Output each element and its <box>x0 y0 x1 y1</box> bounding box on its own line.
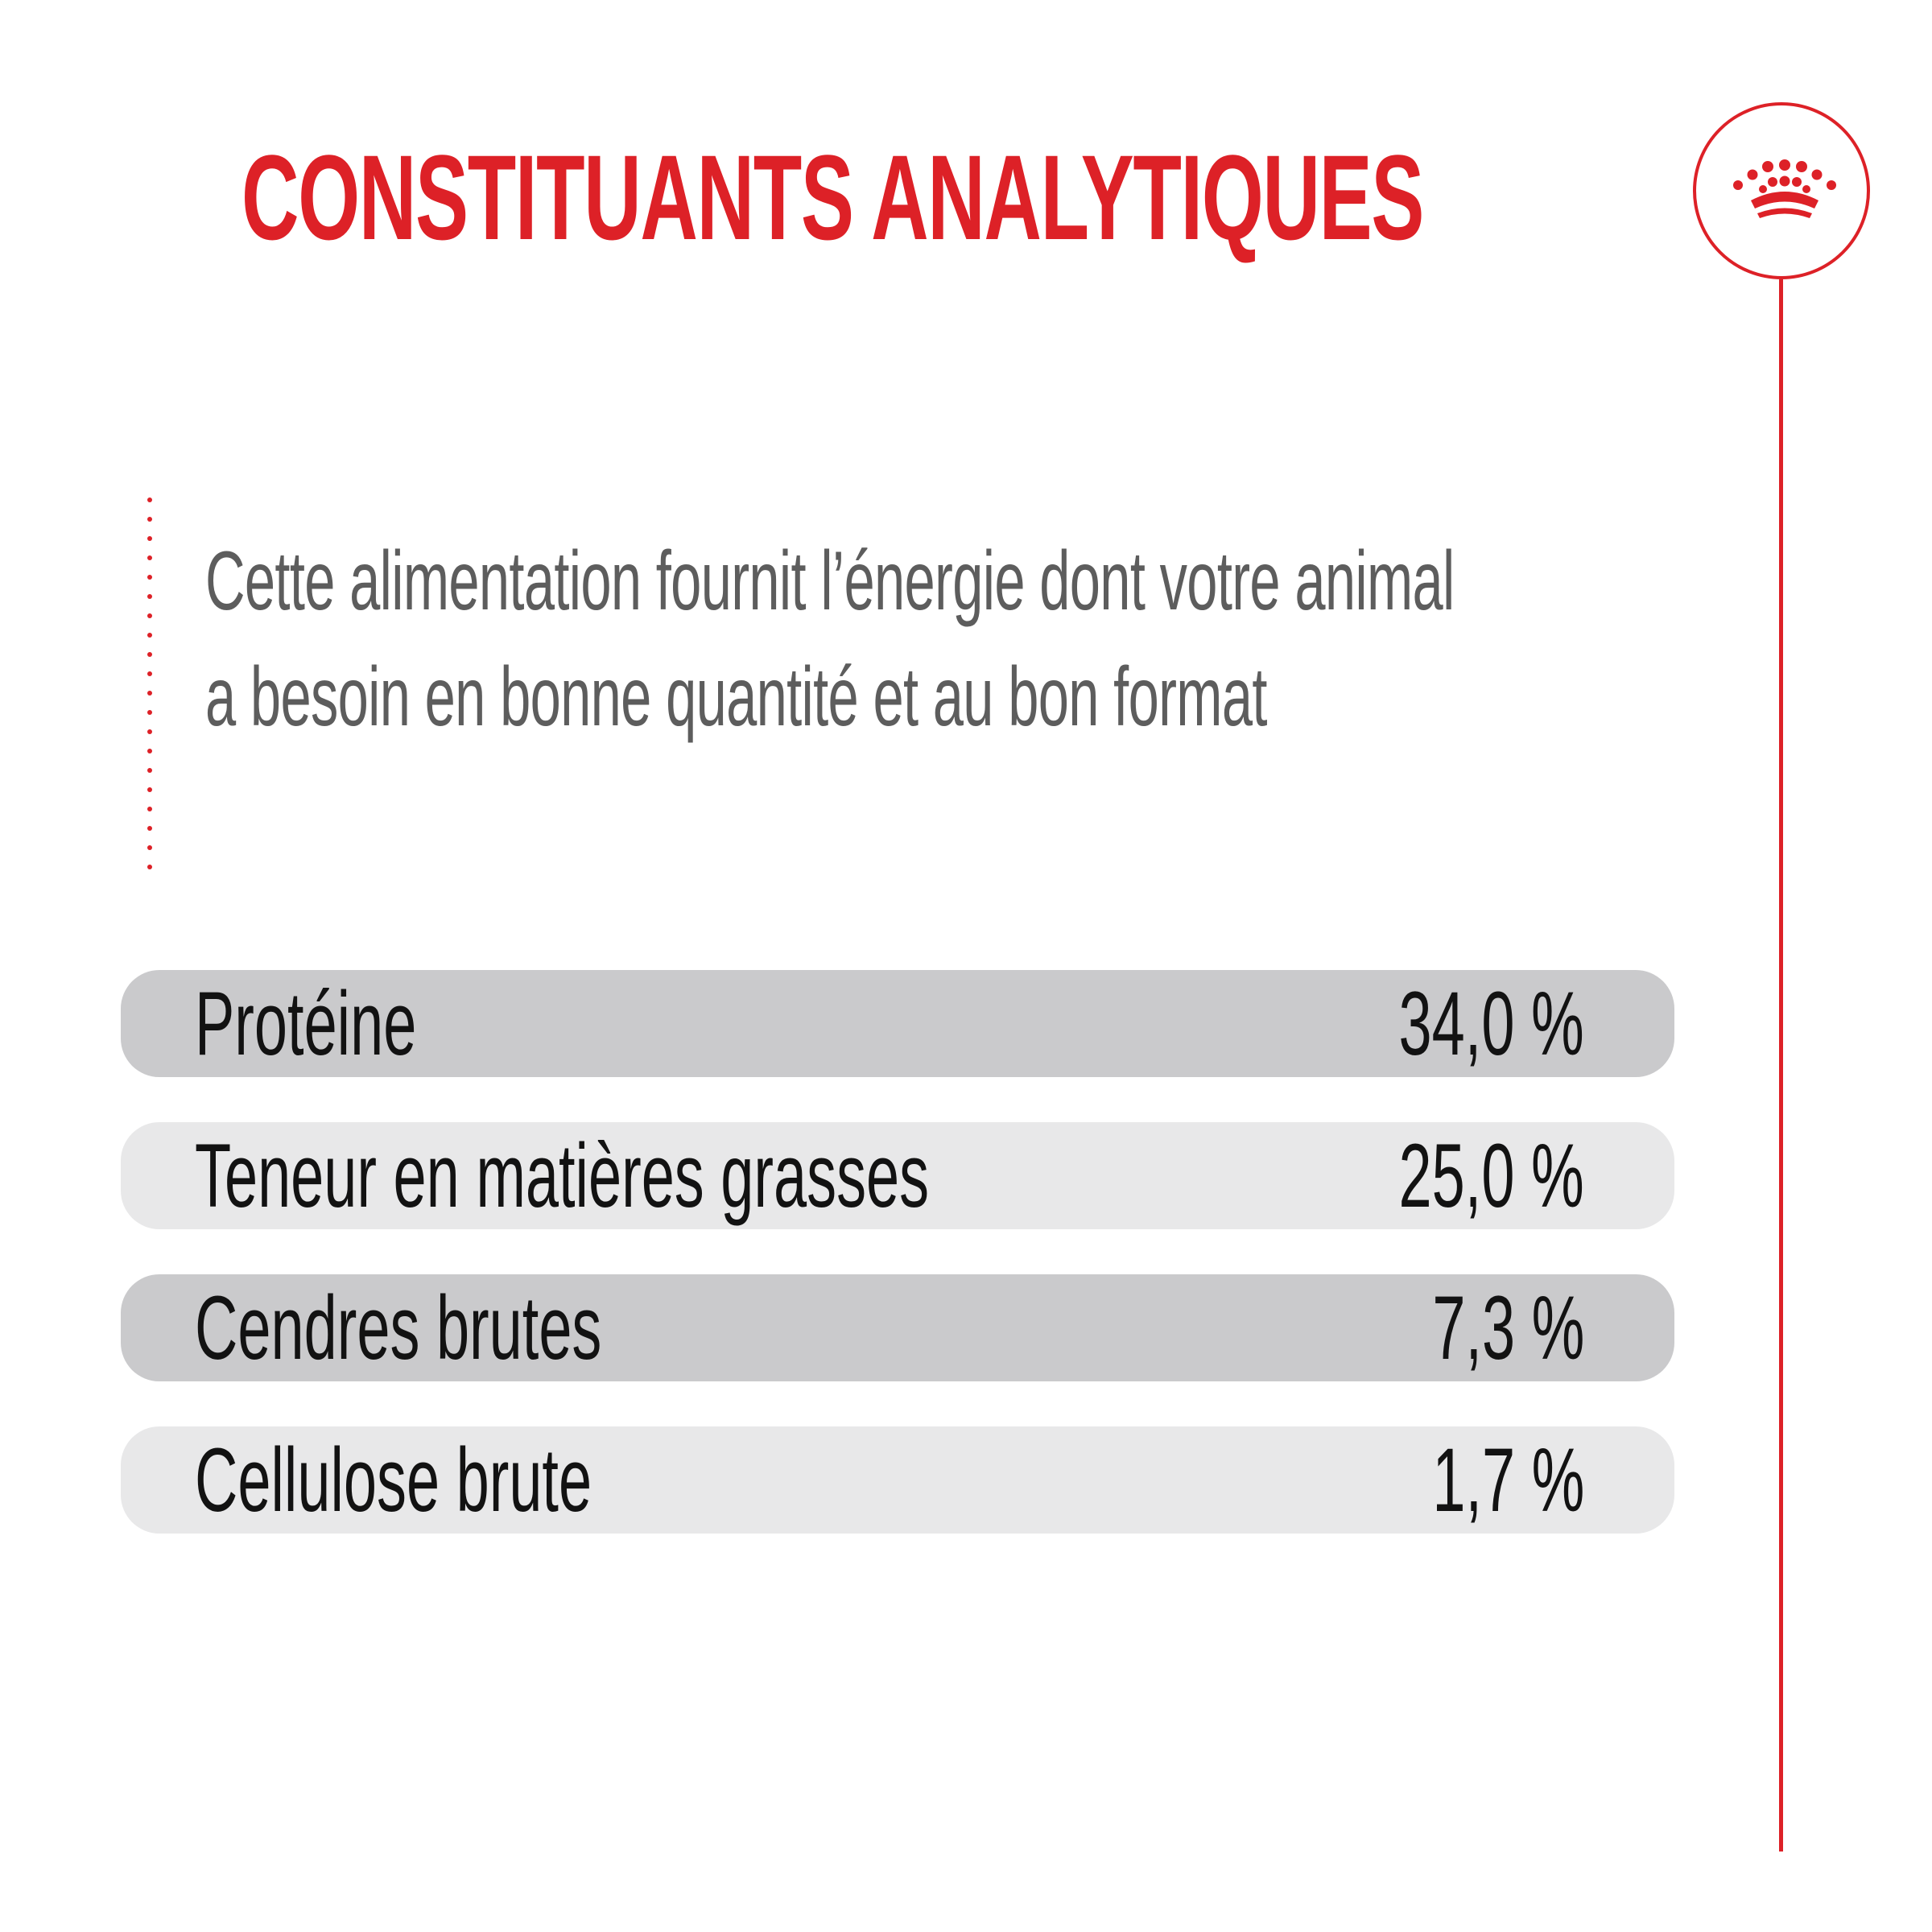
intro-line-1: Cette alimentation fournit l’énergie dont votre animal <box>205 535 1455 628</box>
crown-icon <box>1731 159 1839 231</box>
constituent-row-fat <box>121 1122 1674 1229</box>
intro-text <box>205 523 1640 755</box>
constituent-value: 7,3 % <box>1431 1278 1584 1378</box>
constituent-label: Protéine <box>195 973 417 1074</box>
dotted-divider <box>147 497 152 884</box>
constituent-label: Cellulose brute <box>195 1430 592 1530</box>
vertical-accent-line <box>1779 279 1783 1852</box>
constituent-row-ash <box>121 1274 1674 1381</box>
constituent-value: 25,0 % <box>1398 1125 1584 1226</box>
constituent-value: 34,0 % <box>1398 973 1584 1074</box>
constituent-label: Cendres brutes <box>195 1278 602 1378</box>
intro-line-2: a besoin en bonne quantité et au bon format <box>205 650 1267 744</box>
constituents-table <box>121 970 1674 1579</box>
constituent-row-fibre <box>121 1426 1674 1534</box>
constituent-value: 1,7 % <box>1431 1430 1584 1530</box>
page-title: CONSTITUANTS ANALYTIQUES <box>242 130 1424 265</box>
constituent-label: Teneur en matières grasses <box>195 1125 930 1226</box>
brand-logo <box>1693 102 1870 279</box>
constituent-row-protein <box>121 970 1674 1077</box>
